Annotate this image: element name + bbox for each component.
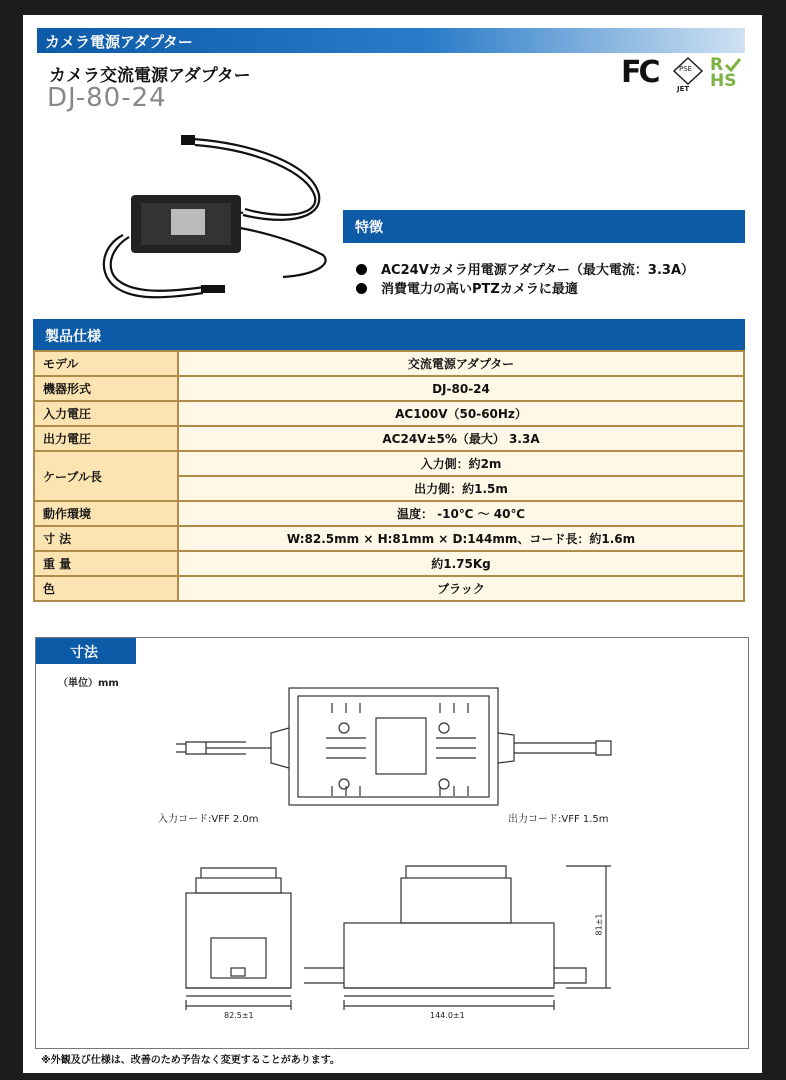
spec-label: ケーブル長 bbox=[34, 451, 178, 501]
table-row bbox=[34, 426, 744, 451]
plug-image bbox=[181, 135, 195, 145]
spec-sheet bbox=[23, 15, 762, 1073]
spec-value: ブラック bbox=[178, 576, 744, 601]
spec-value: W:82.5mm × H:81mm × D:144mm、コード長：約1.6m bbox=[178, 526, 744, 551]
height-dimension-label: 81±1 bbox=[594, 913, 604, 936]
feature-text: 消費電力の高いPTZカメラに最適 bbox=[381, 282, 578, 297]
spec-table bbox=[33, 350, 745, 602]
product-photo bbox=[83, 125, 333, 315]
feature-item bbox=[356, 278, 578, 297]
header-bar bbox=[37, 28, 745, 53]
spec-value: 交流電源アダプター bbox=[178, 351, 744, 376]
rohs-logo-bottom: HS bbox=[710, 71, 737, 91]
adapter-label-image bbox=[171, 209, 205, 235]
spec-value: AC100V（50-60Hz） bbox=[178, 401, 744, 426]
side-view-drawing bbox=[186, 868, 291, 1010]
footnote: ※外観及び仕様は、改善のため予告なく変更することがあります。 bbox=[41, 1055, 340, 1066]
spec-label: 寸 法 bbox=[34, 526, 178, 551]
front-view-drawing bbox=[304, 866, 611, 1010]
feature-item bbox=[356, 259, 694, 278]
table-row bbox=[34, 351, 744, 376]
dimension-drawing bbox=[36, 638, 748, 1048]
spec-value: 入力側：約2m bbox=[178, 451, 744, 476]
input-cord-label: 入力コード:VFF 2.0m bbox=[158, 814, 259, 825]
spec-value: AC24V±5%（最大） 3.3A bbox=[178, 426, 744, 451]
jet-text: JET bbox=[677, 85, 690, 93]
feature-text: AC24Vカメラ用電源アダプター（最大電流：3.3A） bbox=[381, 263, 695, 278]
spec-label: 動作環境 bbox=[34, 501, 178, 526]
dimensions-title: 寸法 bbox=[70, 645, 98, 661]
features-header-bar bbox=[343, 210, 745, 243]
product-subtitle: カメラ交流電源アダプター bbox=[49, 66, 251, 86]
table-row bbox=[34, 501, 744, 526]
table-row bbox=[34, 451, 744, 476]
unit-label: （単位）mm bbox=[58, 678, 119, 689]
spec-value: 温度： -10℃ ～ 40℃ bbox=[178, 501, 744, 526]
dimension-diagram-box bbox=[35, 637, 749, 1049]
bullet-icon bbox=[356, 264, 367, 275]
depth-dimension-label: 144.0±1 bbox=[430, 1011, 465, 1020]
header-title: カメラ電源アダプター bbox=[45, 33, 193, 51]
rohs-logo-top: R bbox=[710, 55, 724, 75]
spec-label: 出力電圧 bbox=[34, 426, 178, 451]
width-dimension-label: 82.5±1 bbox=[224, 1011, 254, 1020]
spec-label: 色 bbox=[34, 576, 178, 601]
spec-label: モデル bbox=[34, 351, 178, 376]
pse-text: PSE bbox=[679, 65, 693, 73]
features-title: 特徴 bbox=[355, 220, 383, 236]
spec-label: 機器形式 bbox=[34, 376, 178, 401]
fcc-logo: FC bbox=[621, 55, 658, 90]
spec-label: 入力電圧 bbox=[34, 401, 178, 426]
specs-header-bar bbox=[33, 319, 745, 350]
table-row bbox=[34, 576, 744, 601]
spec-value: DJ-80-24 bbox=[178, 376, 744, 401]
certification-logos bbox=[621, 55, 751, 95]
output-cord-label: 出力コード:VFF 1.5m bbox=[508, 814, 609, 825]
spec-label: 重 量 bbox=[34, 551, 178, 576]
table-row bbox=[34, 526, 744, 551]
spec-value: 約1.75Kg bbox=[178, 551, 744, 576]
table-row bbox=[34, 551, 744, 576]
top-view-drawing bbox=[176, 688, 611, 805]
spec-value: 出力側：約1.5m bbox=[178, 476, 744, 501]
specs-title: 製品仕様 bbox=[45, 329, 101, 345]
table-row bbox=[34, 401, 744, 426]
bullet-icon bbox=[356, 283, 367, 294]
model-number: DJ-80-24 bbox=[47, 83, 167, 113]
table-row bbox=[34, 376, 744, 401]
